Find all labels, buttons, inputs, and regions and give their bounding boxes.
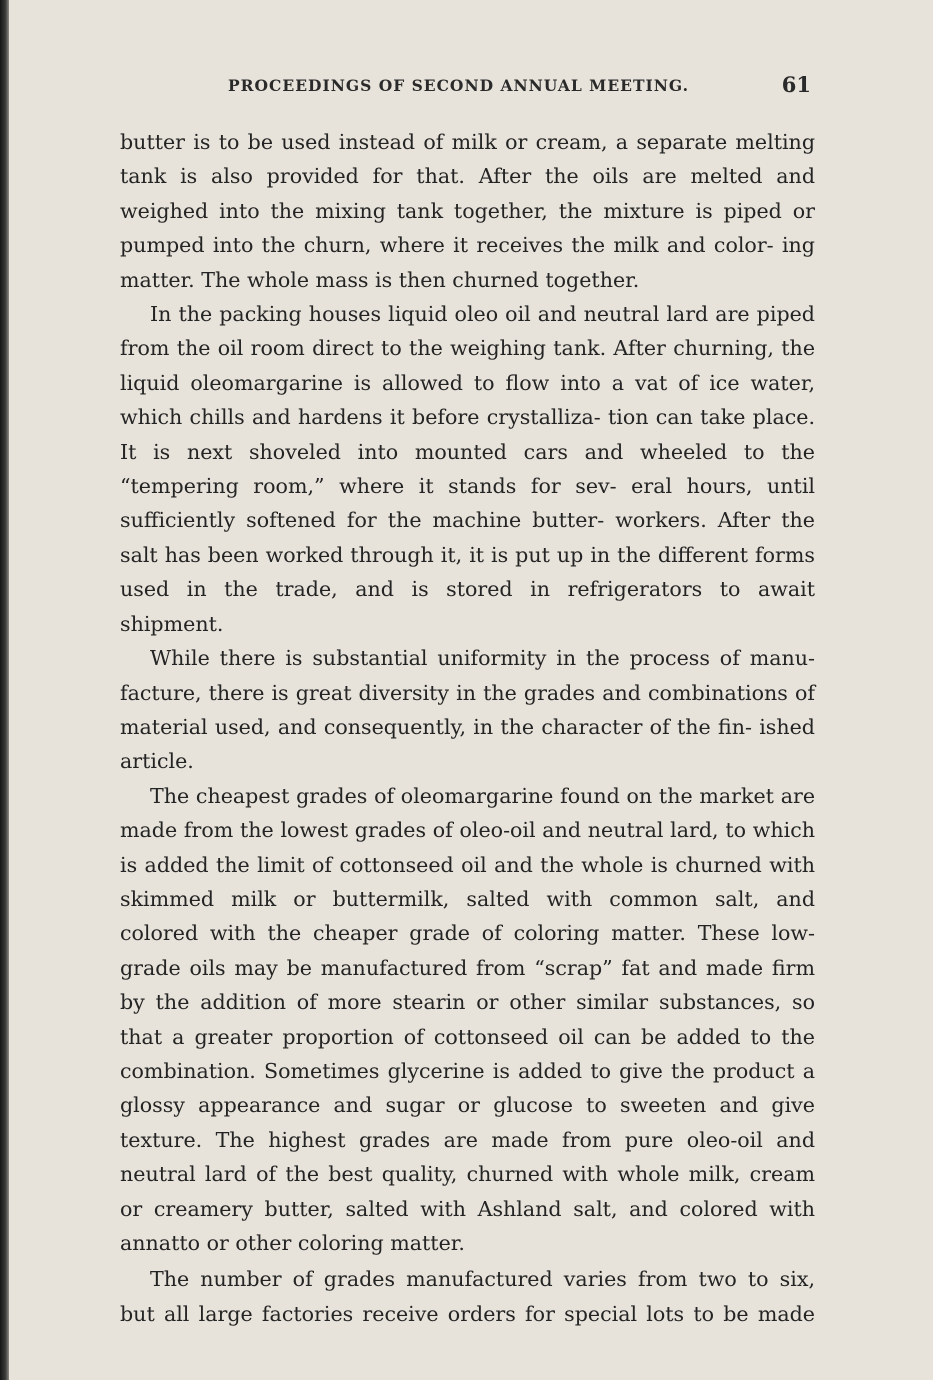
text-line: of material used, and consequently, in the character of the fin- (120, 680, 816, 739)
text-line: salt, and colored with the cheaper grade of coloring matter. (120, 886, 815, 946)
text-line: to give the product a glossy appearance and sugar or glucose to (120, 1058, 815, 1118)
paragraph-1 (120, 125, 815, 297)
text-line: substances, so that a greater proportion of cottonseed oil can (120, 990, 816, 1049)
running-head (120, 74, 815, 100)
running-head-title: PROCEEDINGS OF SECOND ANNUAL MEETING. (228, 76, 689, 95)
text-line: ing matter. The whole mass is then churned together. (120, 233, 815, 292)
text-line: pure oleo-oil and neutral lard of the best quality, churned with (120, 1127, 816, 1187)
paragraph-4 (120, 779, 815, 1261)
text-line: refrigerators to await shipment. (120, 577, 816, 636)
text-line: and made firm by the addition of more stearin or other similar (120, 955, 815, 1015)
text-line: butter is to be used instead of milk or cream, a separate melting (120, 130, 815, 154)
text-line: In the packing houses liquid oleo oil and neutral lard are (150, 302, 750, 327)
text-line: The number of grades manufactured varies from two to six, (150, 1267, 815, 1292)
text-line: ished article. (120, 714, 815, 774)
text-line: churning, the liquid oleomargarine is allowed to flow into a (120, 336, 816, 395)
text-line: The cheapest grades of oleomargarine found on the market (150, 783, 774, 808)
text-line: but all large factories receive orders for special lots to be made (120, 1301, 815, 1326)
text-line: tion can take place. It is next shoveled into mounted cars (120, 405, 815, 464)
text-line: facture, there is great diversity in the grades and combinations (120, 680, 788, 705)
text-line: be added to the combination. Sometimes glycerine is added (120, 1024, 815, 1083)
paragraph-5 (120, 1262, 815, 1331)
paragraph-2 (120, 297, 815, 641)
text-line: workers. After the salt has been worked through it, it is put (120, 508, 815, 567)
text-line: tank is also provided for that. After the oils are melted and (120, 164, 815, 189)
text-line: piped from the oil room direct to the weighing tank. After (120, 302, 815, 361)
text-line: and colored with annatto or other coloring matter. (120, 1196, 816, 1255)
body-text (120, 125, 815, 1331)
text-line: up in the different forms used in the trade, and is stored in (120, 542, 816, 602)
text-line: eral hours, until sufficiently softened for the machine butter- (120, 474, 815, 533)
text-line: and wheeled to the “tempering room,” where it stands for sev- (120, 439, 815, 499)
text-line: or pumped into the churn, where it receives the milk and color- (120, 198, 816, 258)
text-line: churned with skimmed milk or buttermilk, salted with common (120, 852, 816, 911)
text-line: sweeten and give texture. The highest grades are made from (120, 1093, 815, 1152)
text-line: These low-grade oils may be manufactured from “scrap” fat (120, 921, 816, 980)
text-line: vat of ice water, which chills and hardens it before crystalliza- (120, 370, 816, 430)
text-line: which is added the limit of cottonseed oil and the whole is (120, 818, 815, 877)
text-line: whole milk, cream or creamery butter, salted with Ashland salt, (120, 1162, 816, 1221)
text-line: weighed into the mixing tank together, the mixture is piped (120, 198, 782, 223)
paragraph-3 (120, 641, 815, 779)
text-line: While there is substantial uniformity in the process of manu- (150, 646, 815, 671)
text-line: are made from the lowest grades of oleo-oil and neutral lard, to (120, 783, 816, 843)
page-number: 61 (781, 72, 811, 97)
